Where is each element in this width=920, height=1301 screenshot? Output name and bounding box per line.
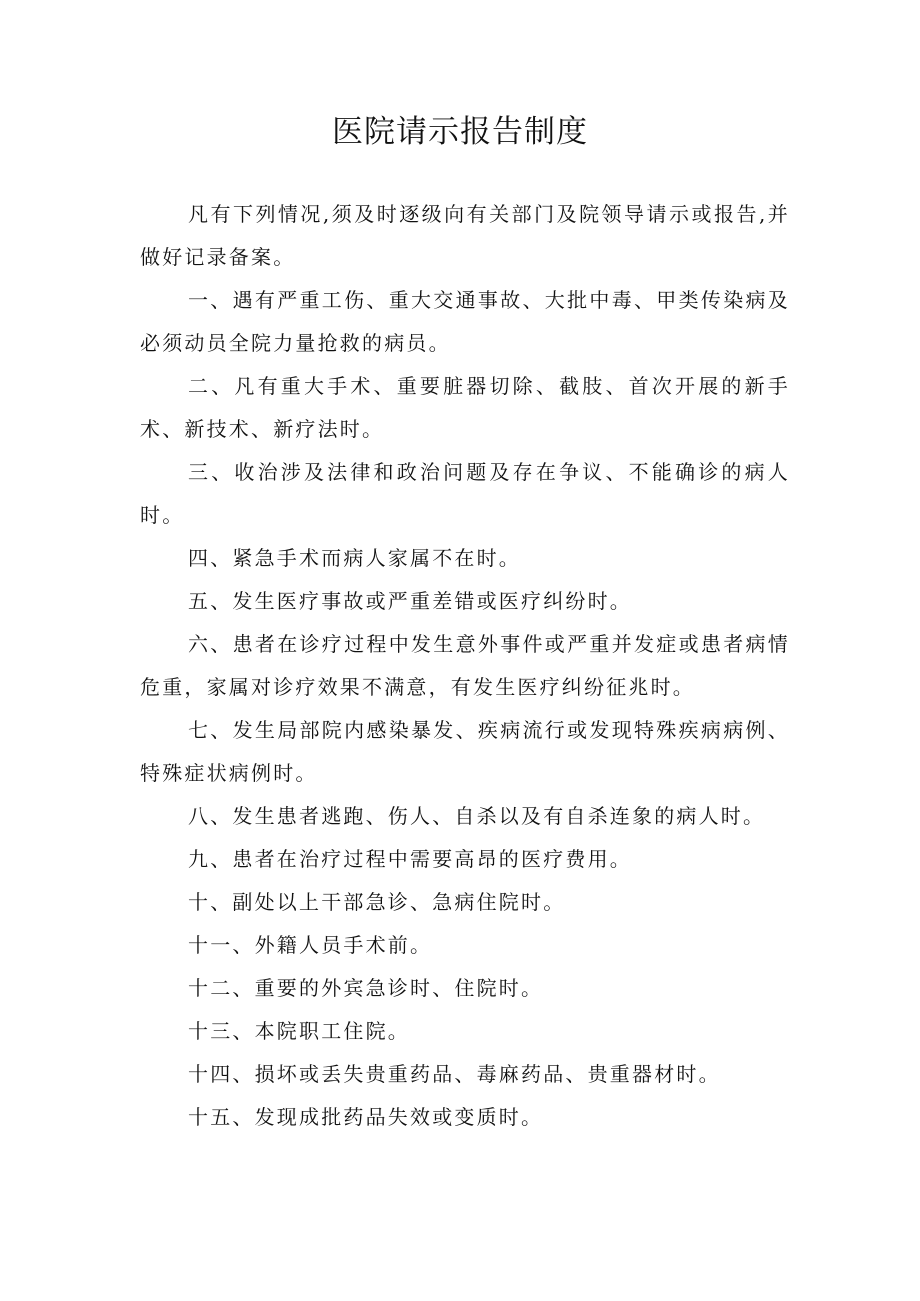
list-item: 十二、重要的外宾急诊时、住院时。 [188,976,544,1000]
list-item: 一、遇有严重工伤、重大交通事故、大批中毒、甲类传染病及必须动员全院力量抢救的病员。 [140,288,790,355]
document-title: 医院请示报告制度 [332,114,588,150]
list-item: 十一、外籍人员手术前。 [188,933,433,957]
list-item: 四、紧急手术而病人家属不在时。 [188,546,521,570]
intro-paragraph: 凡有下列情况,须及时逐级向有关部门及院领导请示或报告,并做好记录备案。 [140,202,790,269]
list-item: 二、凡有重大手术、重要脏器切除、截肢、首次开展的新手术、新技术、新疗法时。 [140,374,790,441]
list-item: 十、副处以上干部急诊、急病住院时。 [188,890,566,914]
list-item: 十五、发现成批药品失效或变质时。 [188,1105,544,1129]
list-item: 十三、本院职工住院。 [188,1019,410,1043]
list-item: 六、患者在诊疗过程中发生意外事件或严重并发症或患者病情危重，家属对诊疗效果不满意，有发生医疗纠纷征兆时。 [140,632,790,699]
list-item: 五、发生医疗事故或严重差错或医疗纠纷时。 [188,589,632,613]
list-item: 七、发生局部院内感染暴发、疾病流行或发现特殊疾病病例、特殊症状病例时。 [140,718,790,785]
list-item: 三、收治涉及法律和政治问题及存在争议、不能确诊的病人时。 [140,460,790,527]
list-item: 八、发生患者逃跑、伤人、自杀以及有自杀连象的病人时。 [188,804,766,828]
list-item: 九、患者在治疗过程中需要高昂的医疗费用。 [188,847,632,871]
list-item: 十四、损坏或丢失贵重药品、毒麻药品、贵重器材时。 [188,1062,721,1086]
document-body [140,193,790,1139]
